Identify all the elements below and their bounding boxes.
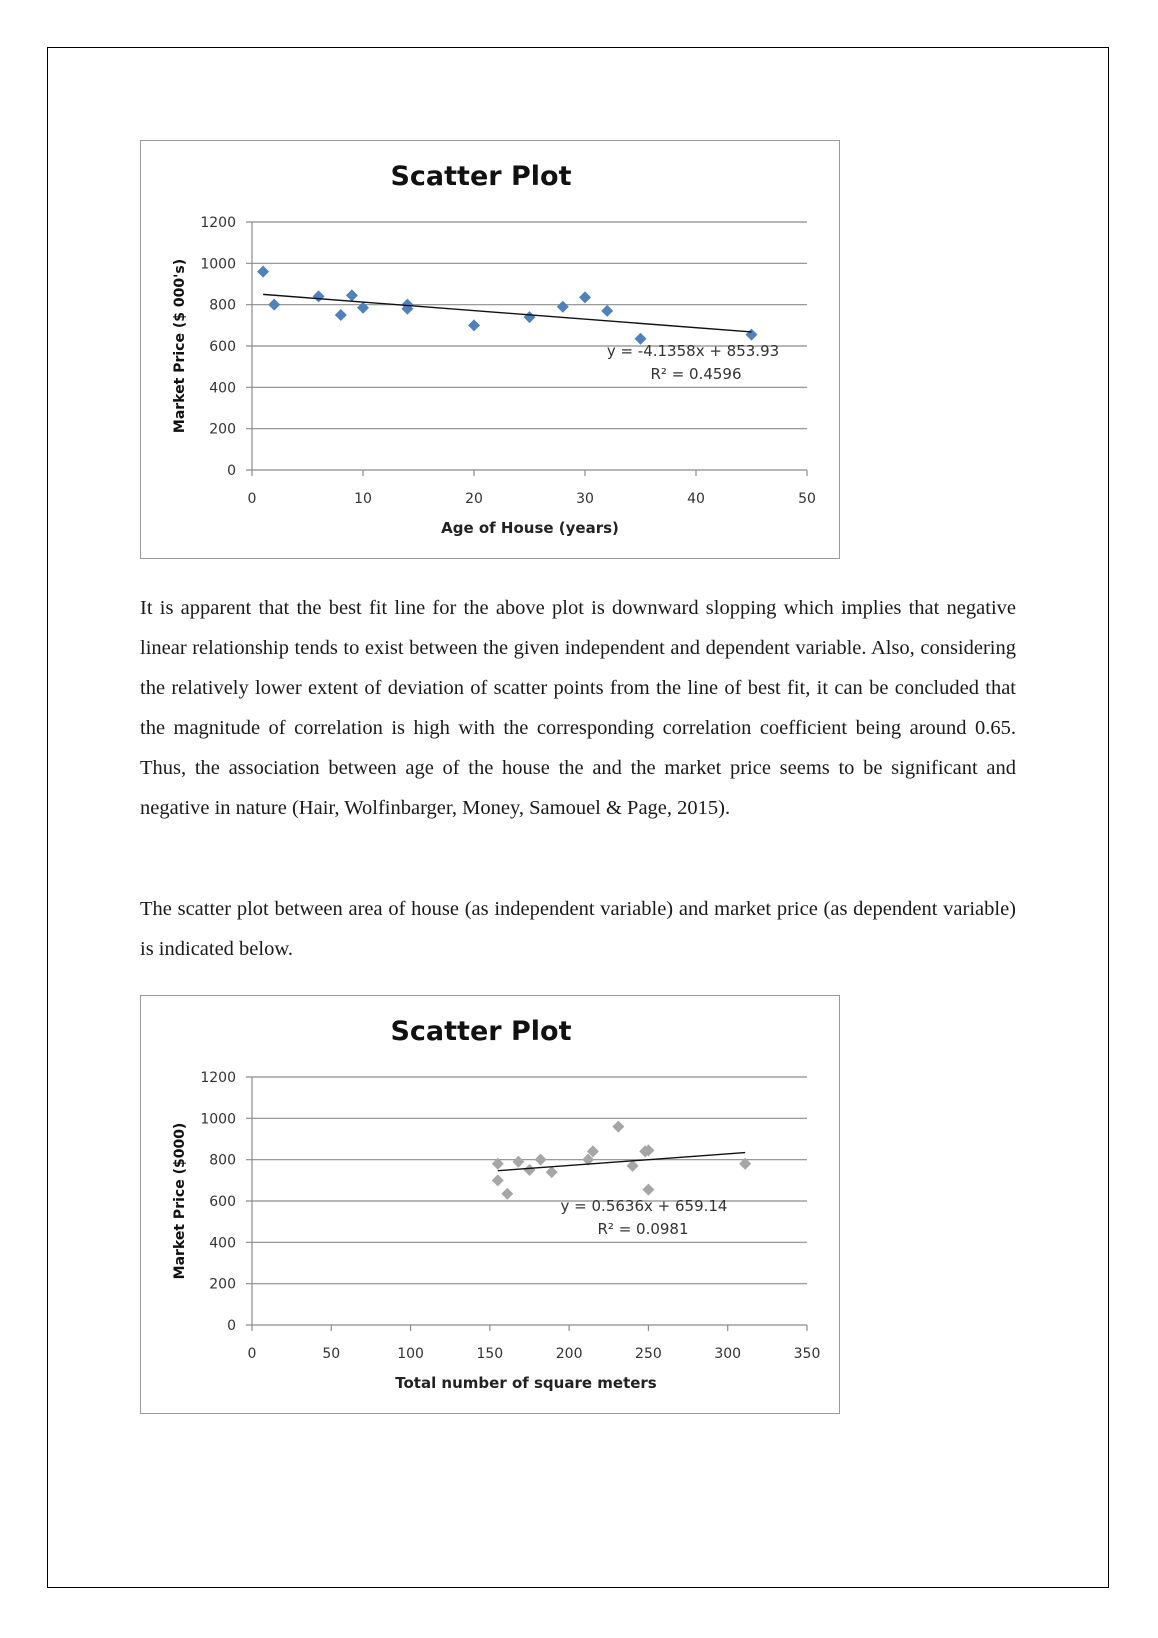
x-axis-title: Total number of square meters xyxy=(395,1374,657,1392)
diamond-marker xyxy=(335,309,347,321)
diamond-marker xyxy=(535,1154,547,1166)
x-tick-label: 100 xyxy=(397,1346,424,1362)
diamond-marker xyxy=(268,299,280,311)
trendline xyxy=(263,294,751,332)
diamond-marker xyxy=(642,1184,654,1196)
x-tick-label: 0 xyxy=(247,1346,257,1362)
trendline-equation: y = 0.5636x + 659.14 xyxy=(560,1197,728,1215)
y-tick-label: 600 xyxy=(209,339,236,355)
diamond-marker xyxy=(612,1121,624,1133)
x-tick-label: 20 xyxy=(465,491,483,507)
x-tick-label: 150 xyxy=(476,1346,504,1362)
y-axis-ticks xyxy=(200,215,236,479)
diamond-marker xyxy=(601,305,613,317)
y-tick-label: 1000 xyxy=(200,256,236,273)
chart-canvas xyxy=(141,141,841,560)
diamond-marker xyxy=(512,1156,524,1168)
y-tick-label: 800 xyxy=(209,297,236,314)
x-tick-label: 50 xyxy=(322,1346,341,1362)
y-axis-title: Market Price ($000) xyxy=(172,1122,188,1280)
y-tick-label: 1000 xyxy=(200,1111,236,1128)
x-tick-label: 40 xyxy=(687,491,705,507)
y-tick-label: 200 xyxy=(209,421,236,438)
r-squared: R² = 0.0981 xyxy=(597,1220,689,1238)
r-squared: R² = 0.4596 xyxy=(650,365,742,383)
y-tick-label: 600 xyxy=(209,1194,236,1210)
diamond-marker xyxy=(546,1166,558,1178)
y-tick-label: 0 xyxy=(227,463,236,479)
x-axis-ticks xyxy=(248,1346,821,1362)
y-tick-label: 800 xyxy=(209,1152,236,1169)
x-tick-label: 30 xyxy=(576,491,594,507)
y-tick-label: 0 xyxy=(227,1318,236,1334)
x-tick-label: 10 xyxy=(354,491,372,507)
diamond-marker xyxy=(524,1164,536,1176)
x-axis-title: Age of House (years) xyxy=(441,519,619,537)
diamond-marker xyxy=(492,1174,504,1186)
scatter-chart-area xyxy=(140,995,840,1414)
paragraph-analysis: It is apparent that the best fit line for the above plot is downward slopping which implies that negative linear relationship tends to exist between the given independent and dependent variable. Also, considering the relatively lower extent of deviation of scatter points from the line of best fit, it can be concluded that the magnitude of correlation is high with the corresponding correlation coefficient being around 0.65. Thus, the association between age of the house the and the market price seems to be significant and negative in nature (Hair, Wolfinbarger, Money, Samouel & Page, 2015). xyxy=(140,597,1016,819)
diamond-marker xyxy=(557,301,569,313)
y-tick-label: 200 xyxy=(209,1276,236,1293)
diamond-marker xyxy=(524,311,536,323)
x-tick-label: 50 xyxy=(798,491,816,507)
trendline xyxy=(498,1153,745,1171)
diamond-marker xyxy=(346,289,358,301)
trendline-equation: y = -4.1358x + 853.93 xyxy=(606,342,780,360)
diamond-marker xyxy=(579,291,591,303)
scatter-chart-age xyxy=(140,140,840,559)
chart-title: Scatter Plot xyxy=(390,1016,572,1047)
chart-canvas xyxy=(141,996,841,1415)
paragraph-intro-chart2: The scatter plot between area of house (as independent variable) and market price (as dependent variable) is indicated below. xyxy=(140,898,1016,960)
y-tick-label: 400 xyxy=(209,1235,236,1252)
diamond-marker xyxy=(257,266,269,278)
x-tick-label: 350 xyxy=(793,1346,821,1362)
diamond-marker xyxy=(501,1188,513,1200)
x-axis-ticks xyxy=(248,491,816,507)
x-tick-label: 0 xyxy=(247,491,257,507)
y-tick-label: 1200 xyxy=(200,1070,236,1086)
x-tick-label: 300 xyxy=(714,1346,742,1362)
y-axis-title: Market Price ($ 000's) xyxy=(172,258,188,434)
x-tick-label: 200 xyxy=(555,1346,583,1362)
y-axis-ticks xyxy=(200,1070,236,1334)
chart-title: Scatter Plot xyxy=(390,161,572,192)
diamond-marker xyxy=(313,290,325,302)
diamond-marker xyxy=(468,319,480,331)
y-tick-label: 400 xyxy=(209,380,236,397)
diamond-marker xyxy=(746,329,758,341)
y-tick-label: 1200 xyxy=(200,215,236,231)
diamond-marker xyxy=(357,302,369,314)
x-tick-label: 250 xyxy=(635,1346,662,1362)
